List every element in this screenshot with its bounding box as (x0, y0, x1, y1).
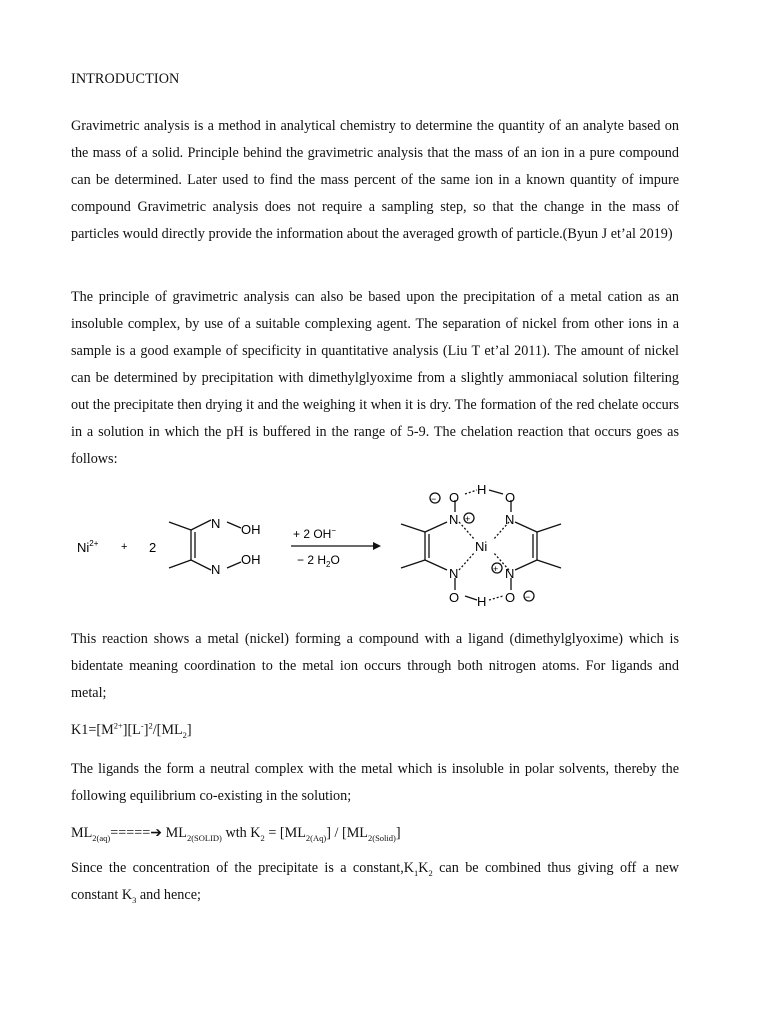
product-h-bottom: H (477, 594, 487, 609)
product-n-bottom-left: N (449, 566, 459, 581)
condition-bottom: − 2 $H_2O$ (297, 553, 340, 569)
reactant-plus: + (121, 541, 128, 553)
product-n-top-left: N (449, 512, 459, 527)
product-o-top-right: O (505, 490, 516, 505)
section-heading: INTRODUCTION (71, 71, 180, 87)
equation-equilibrium-k2: $ML_{2(aq)}=====➔$ $ML_{2(SOLID)}$ wth $K_2 = [ML_{2(Aq)}] / [ML_{2(Solid)}]$ (71, 825, 401, 843)
paragraph-precipitation-principle: The principle of gravimetric analysis can also be based upon the precipitation of a metal cation as an insoluble complex, by use of a suitable complexing agent. The separation of nickel from other ions in a sample is a good example of specificity in quantitative analysis (Liu T et’al 2011). The amount of nickel can be determined by precipitation with dimethylglyoxime from a slightly ammoniacal solution filtering out the precipitate then drying it and the weighing it when it is dry. The formation of the red chelate occurs in a solution in which the pH is buffered in the range of 5-9. The chelation reaction that occurs goes as follows: (71, 289, 679, 467)
reactant-ni: $Ni^{2+}$ (77, 539, 99, 555)
charge-plus-bottom: + (493, 564, 499, 574)
product-o-bottom-right: O (505, 590, 516, 605)
ligand-n-top: N (211, 516, 221, 531)
paragraph-neutral-complex: The ligands the form a neutral complex with the metal which is insoluble in polar solvents, thereby the following equilibrium co-existing in the solution; (71, 761, 679, 804)
charge-minus-top: − (431, 494, 437, 504)
product-o-top-left: O (449, 490, 460, 505)
dmg-ligand-structure (169, 520, 241, 570)
ligand-n-bottom: N (211, 562, 221, 577)
paragraph-gravimetric-intro: Gravimetric analysis is a method in analytical chemistry to determine the quantity of an analyte based on the mass of a solid. Principle behind the gravimetric analysis that the mass of an ion in a pure compound can be determined. Later used to find the mass percent of the same ion in a known quantity of impure compound Gravimetric analysis does not require a sampling step, so that the change in the mass of particles would directly provide the information about the averaged growth of particle.(Byun J et’al 2019) (71, 118, 679, 242)
product-n-bottom-right: N (505, 566, 515, 581)
product-o-bottom-left: O (449, 590, 460, 605)
ligand-oh-top: OH (241, 522, 261, 537)
condition-top: + 2 OH− (293, 526, 337, 541)
charge-minus-bottom: − (525, 592, 531, 602)
chelation-reaction-diagram (71, 482, 611, 612)
product-ni-center: Ni (475, 539, 488, 554)
product-n-top-right: N (505, 512, 515, 527)
paragraph-reaction-description: This reaction shows a metal (nickel) forming a compound with a ligand (dimethylglyoxime) which is bidentate meaning coordination to the metal ion occurs through both nitrogen atoms. For ligands and metal; (71, 631, 679, 701)
reaction-arrow-head (373, 542, 381, 550)
charge-plus-top: + (465, 514, 471, 524)
ligand-oh-bottom: OH (241, 552, 261, 567)
reactant-coefficient: 2 (149, 540, 157, 555)
paragraph-constant-k3: Since the concentration of the precipitate is a $constant,K_1K_2$ can be combined thus giving off a new constant $K_3$ and hence; (71, 860, 679, 905)
equation-k1: $K1=[M^{2+}][L^-]^2/[ML_2]$ (71, 720, 192, 740)
product-h-top: H (477, 482, 487, 497)
